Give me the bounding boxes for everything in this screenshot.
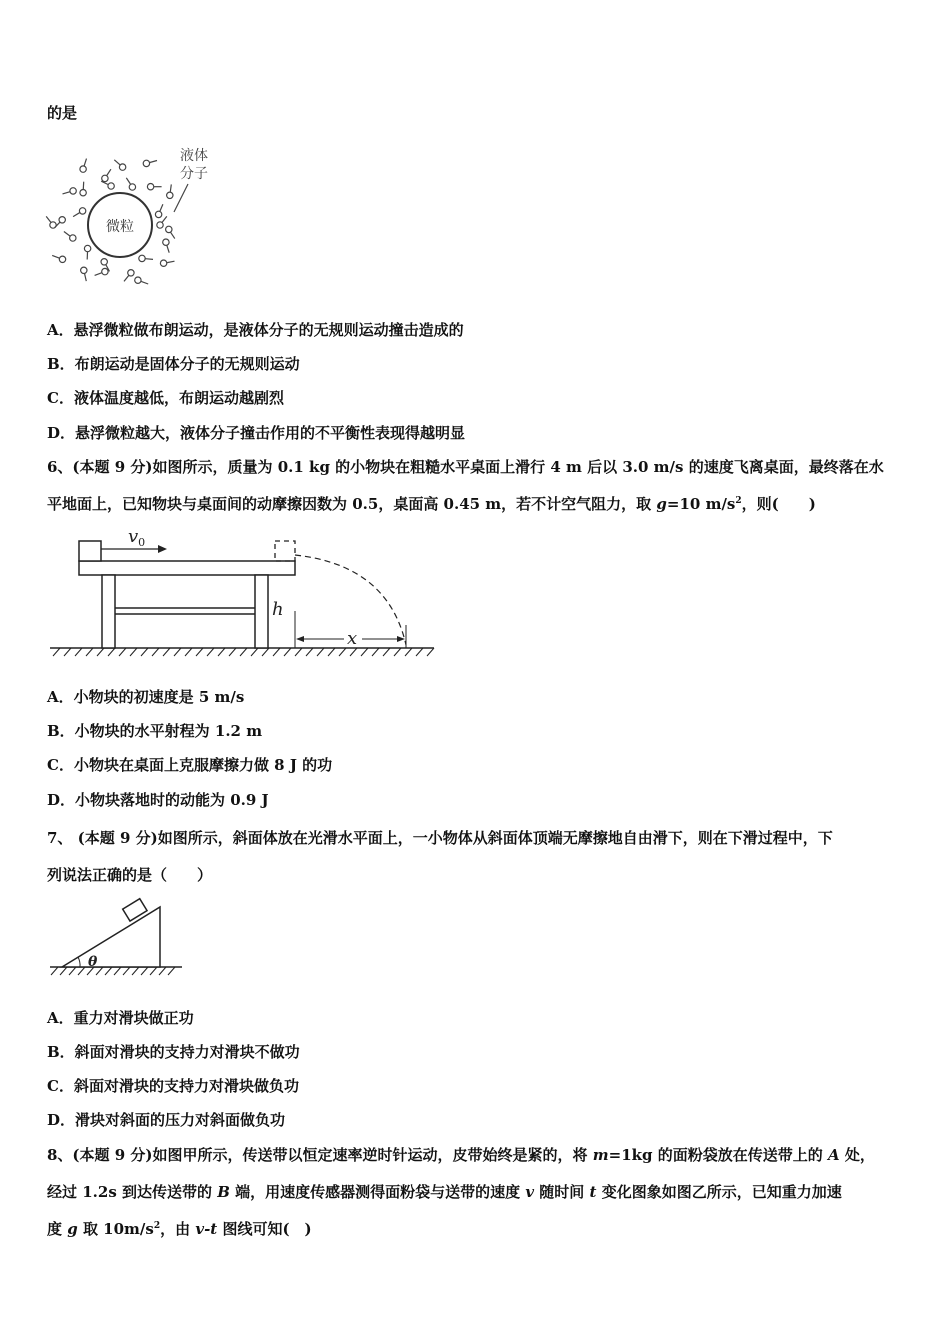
liquid-label: 液体 [180, 148, 208, 164]
particle-label: 微粒 [106, 219, 134, 235]
molecule-arrow [167, 261, 174, 262]
molecule-dot [59, 256, 65, 262]
incline [62, 907, 160, 967]
molecule-dot [101, 259, 107, 265]
h-label: h [272, 599, 284, 620]
q7-option-b: B．斜面对滑块的支持力对滑块不做功 [47, 1043, 300, 1061]
molecule-dot [102, 268, 108, 274]
q7-option-c: C．斜面对滑块的支持力对滑块做负功 [47, 1077, 299, 1095]
brownian-motion-figure [50, 140, 220, 288]
molecule-dot [70, 188, 76, 194]
q6-stem-line2: 平地面上，已知物块与桌面间的动摩擦因数为 0.5，桌面高 0.45 m，若不计空气阻力，取 g=10 $m/s^2$，则( ) [47, 495, 816, 513]
q5-option-b: B．布朗运动是固体分子的无规则运动 [47, 355, 300, 373]
theta-label: θ [88, 954, 98, 970]
table-top [79, 561, 295, 575]
molecule-dot [84, 245, 90, 251]
molecule-dot [80, 190, 86, 196]
molecule-dot [129, 184, 135, 190]
molecule-dot [135, 277, 141, 283]
q6-option-d: D．小物块落地时的动能为 0.9 J [47, 791, 269, 809]
molecule-dot [163, 239, 169, 245]
molecule-arrow [124, 276, 129, 282]
q8-stem-line2: 经过 1.2s 到达传送带的 B 端，用速度传感器测得面粉袋与送带的速度 v 随时间 t 变化图象如图乙所示，已知重力加速 [47, 1183, 842, 1201]
molecule-dot [102, 175, 108, 181]
v0-label: $v_0$ [128, 526, 146, 549]
q6-option-c: C．小物块在桌面上克服摩擦力做 8 J 的功 [47, 756, 333, 774]
molecule-dot [139, 255, 145, 261]
molecule-label: 分子 [180, 166, 208, 182]
molecule-arrow [167, 246, 169, 253]
molecule-arrow [64, 232, 70, 237]
q6-option-a: A．小物块的初速度是 5 m/s [47, 688, 245, 706]
molecule-dot [108, 183, 114, 189]
q8-stem-line1: 8、(本题 9 分)如图甲所示，传送带以恒定速率逆时针运动，皮带始终是紧的，将 m=1kg 的面粉袋放在传送带上的 A 处， [47, 1146, 875, 1164]
molecule-arrow [107, 169, 111, 175]
molecule-dot [81, 267, 87, 273]
molecule-dot [119, 164, 125, 170]
incline-figure [48, 895, 188, 977]
q7-option-a: A．重力对滑块做正功 [47, 1009, 194, 1027]
molecule-arrow [170, 184, 171, 191]
molecule-arrow [141, 281, 148, 284]
molecule-pointer [174, 184, 188, 212]
dashed-block [275, 541, 295, 561]
molecule-dot [79, 208, 85, 214]
molecule-dot [50, 222, 56, 228]
molecule-dot [167, 192, 173, 198]
molecule-arrow [84, 159, 86, 166]
molecule-arrow [160, 204, 163, 211]
molecule-arrow [114, 160, 120, 165]
molecule-dot [59, 217, 65, 223]
molecule-dot [70, 235, 76, 241]
q7-stem-line2: 列说法正确的是（ ） [47, 866, 213, 884]
q7-stem-line1: 7、 (本题 9 分)如图所示，斜面体放在光滑水平面上，一小物体从斜面体顶端无摩擦地自由滑下，则在下滑过程中，下 [47, 829, 833, 847]
molecule-arrow [146, 259, 154, 260]
molecule-dot [155, 211, 161, 217]
table-projectile-figure [48, 525, 438, 660]
q6-stem-line1: 6、(本题 9 分)如图所示，质量为 0.1 kg 的小物块在粗糙水平桌面上滑行 4 m 后以 3.0 m/s 的速度飞离桌面，最终落在水 [47, 458, 884, 476]
molecule-arrow [63, 192, 70, 194]
q8-stem-line3: 度 g 取 $10m/s^2$，由 v-t 图线可知( ) [47, 1220, 312, 1238]
molecule-arrow [73, 213, 80, 217]
x-label: x [347, 628, 358, 649]
molecule-arrow [95, 273, 102, 276]
molecule-arrow [126, 178, 130, 184]
q5-option-c: C．液体温度越低，布朗运动越剧烈 [47, 389, 284, 407]
molecule-dot [157, 222, 163, 228]
molecule-arrow [46, 216, 51, 222]
molecule-arrow [171, 232, 175, 238]
q5-option-d: D．悬浮微粒越大，液体分子撞击作用的不平衡性表现得越明显 [47, 424, 466, 442]
q5-option-a: A．悬浮微粒做布朗运动，是液体分子的无规则运动撞击造成的 [47, 321, 464, 339]
molecule-arrow [52, 255, 59, 258]
intro-text: 的是 [47, 104, 78, 122]
molecule-dot [143, 160, 149, 166]
block [79, 541, 101, 561]
q6-option-b: B．小物块的水平射程为 1.2 m [47, 722, 263, 740]
molecule-arrow [162, 216, 167, 222]
molecule-dot [80, 166, 86, 172]
molecule-dot [128, 270, 134, 276]
molecule-dot [166, 226, 172, 232]
q7-option-d: D．滑块对斜面的压力对斜面做负功 [47, 1111, 286, 1129]
molecule-dot [160, 260, 166, 266]
molecule-arrow [150, 161, 157, 163]
molecule-arrow [85, 274, 87, 281]
molecule-dot [147, 184, 153, 190]
